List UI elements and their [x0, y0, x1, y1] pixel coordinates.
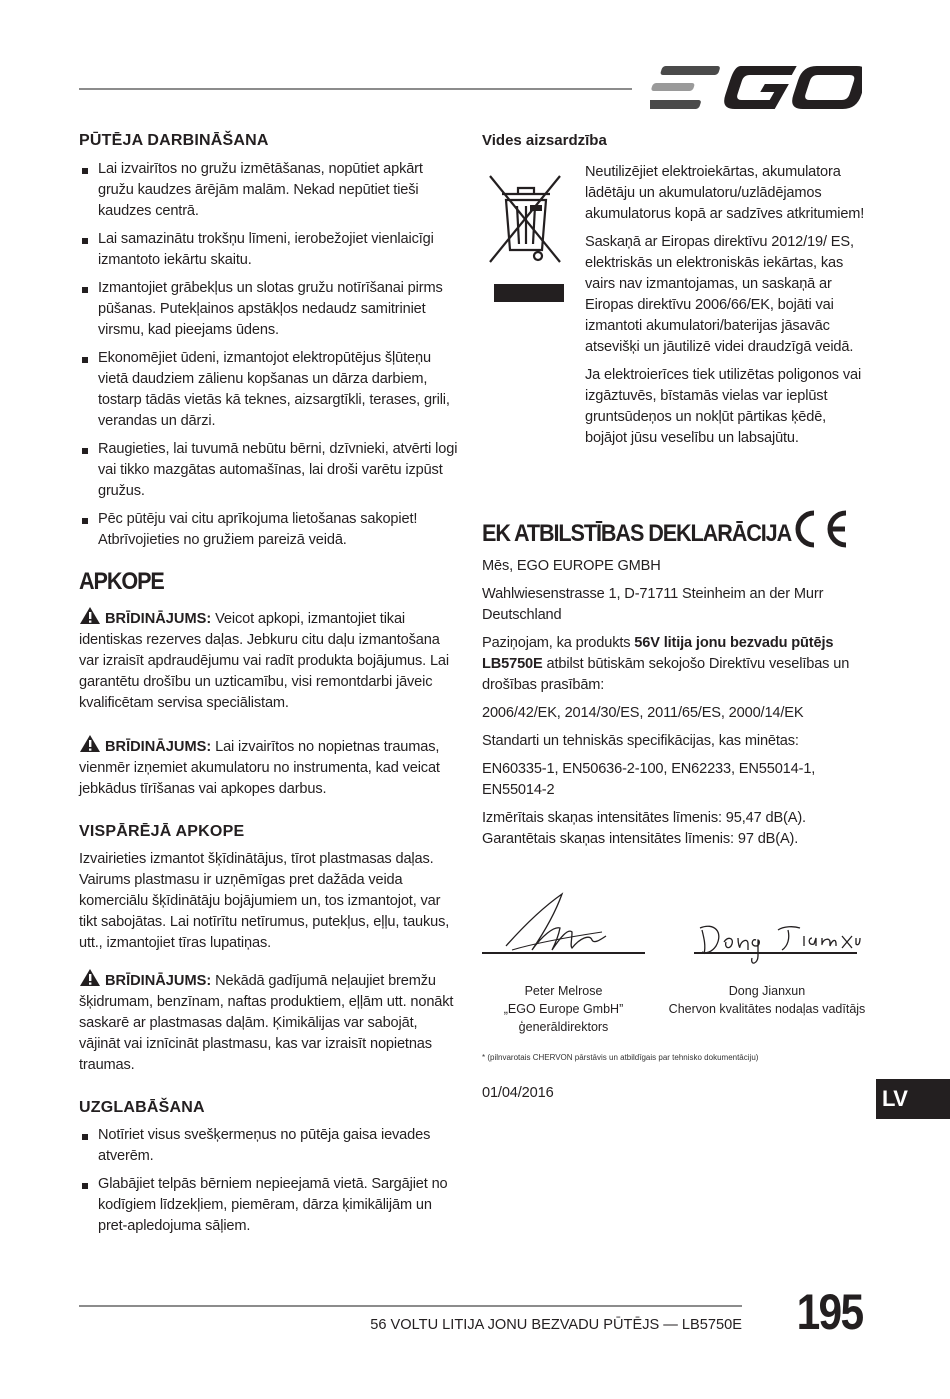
signature-dong-jianxun — [694, 912, 864, 972]
signer1-company: „EGO Europe GmbH” — [503, 1002, 624, 1016]
page-number: 195 — [796, 1284, 862, 1340]
warning-triangle-icon — [79, 968, 101, 987]
bullet-square-icon — [82, 1183, 88, 1189]
declaration-block — [482, 520, 862, 850]
list-item: Izmantojiet grābekļus un slotas gružu notīrīšanai pirms pūšanas. Putekļainos apstākļos nedaudz samitriniet virsmu, kad pieejams ūdens. — [79, 278, 461, 341]
right-column — [482, 132, 866, 1132]
list-item: Lai samazinātu trokšņu līmeni, ierobežojiet vienlaicīgi izmantoto iekārtu skaitu. — [79, 229, 461, 271]
bullet-square-icon — [82, 168, 88, 174]
standards-intro: Standarti un tehniskās specifikācijas, kas minētas: — [482, 733, 799, 749]
directives-list: 2006/42/EK, 2014/30/ES, 2011/65/ES, 2000/14/EK — [482, 705, 804, 721]
environment-paragraph: Saskaņā ar Eiropas direktīvu 2012/19/ ES, elektriskās un elektroniskās iekārtas, kas vairs nav izmantojamas, un saskaņā ar Eiropas direktīvu 2006/66/EK, bojāti vai izmantoti akumulatori/baterijas jāsavāc atsevišķi un jāutilizē videi draudzīgā veidā. — [585, 234, 854, 355]
list-item: Lai izvairītos no gružu izmētāšanas, nopūtiet apkārt gružu kaudzes ārējām malām. Nekad nepūtiet tieši kaudzes centrā. — [79, 159, 461, 222]
signer2-block — [662, 982, 872, 1018]
declaration-title: EK ATBILSTĪBAS DEKLARĀCIJA — [482, 520, 792, 547]
warning-paragraph-3: BRĪDINĀJUMS: Nekādā gadījumā neļaujiet bremžu šķidrumam, benzīnam, naftas produktiem, eļļām utt. nonākt saskarē ar plastmasas daļām. Ķimikālijas var sabojāt, vājināt vai iznīcināt plastmasu, kas var izraisīt nopietnas traumas. — [79, 968, 461, 1076]
environment-paragraph: Ja elektroierīces tiek utilizētas poligonos vai izgāztuvēs, bīstamās vielas var ieplūst gruntsūdeņos un nokļūt pārtikas ķēdē, bojājot jūsu veselību un labsajūtu. — [585, 367, 862, 446]
standards-list: EN60335-1, EN50636-2-100, EN62233, EN55014-1, EN55014-2 — [482, 761, 816, 798]
declaration-statement: Paziņojam, ka produkts 56V litija jonu bezvadu pūtējs LB5750E atbilst būtiskām sekojošo Direktīvu veselības un drošības prasībām: — [482, 635, 850, 693]
company-address: Wahlwiesenstrasse 1, D-71711 Steinheim an der Murr Deutschland — [482, 586, 824, 623]
operation-bullet-list — [79, 159, 461, 551]
ce-mark-icon — [788, 508, 848, 550]
signer2-role: Chervon kvalitātes nodaļas vadītājs — [668, 1002, 866, 1016]
list-item: Pēc pūtēju vai citu aprīkojuma lietošanas sakopiet! Atbrīvojieties no gružiem pareizā veidā. — [79, 509, 461, 551]
weee-crossed-bin-icon — [488, 172, 564, 308]
measured-sound-level: Izmērītais skaņas intensitātes līmenis: 95,47 dB(A). — [482, 810, 806, 826]
bullet-square-icon — [82, 357, 88, 363]
environment-paragraph: Neutilizējiet elektroiekārtas, akumulatora lādētāju un akumulatoru/uzlādējamos akumulatorus kopā ar sadzīves atkritumiem! — [585, 164, 865, 222]
signer1-name: Peter Melrose — [524, 984, 603, 998]
section-title-operation: PŪTĒJA DARBINĀŠANA — [79, 132, 269, 149]
section-title-storage: UZGLABĀŠANA — [79, 1099, 205, 1116]
company-line: Mēs, EGO EUROPE GMBH — [482, 558, 661, 574]
warning-triangle-icon — [79, 606, 101, 625]
signature-line-1 — [482, 952, 645, 954]
warning-paragraph-2: BRĪDINĀJUMS: Lai izvairītos no nopietnas traumas, vienmēr izņemiet akumulatoru no instrumenta, kad veicat jebkādus tīrīšanas vai apkopes darbus. — [79, 734, 461, 800]
footer-rule — [79, 1305, 742, 1307]
list-item: Notīriet visus svešķermeņus no pūtēja gaisa ievades atverēm. — [79, 1125, 461, 1167]
bullet-square-icon — [82, 238, 88, 244]
storage-bullet-list — [79, 1125, 461, 1237]
environment-title: Vides aizsardzība — [482, 132, 607, 149]
general-maintenance-text: Izvairieties izmantot šķīdinātājus, tīrot plastmasas daļas. Vairums plastmasu ir uzņēmīgas pret dažāda veida komerciālu šķīdinātāju bojājumiem un, tos izmantojot, var tikt sabojātas. Lai notīrītu netīrumus, putekļus, eļļu, taukus, utt., izmantojiet tīras lupatiņas. — [79, 851, 450, 951]
ego-logo — [650, 62, 862, 114]
bullet-square-icon — [82, 518, 88, 524]
signature-line-2 — [694, 952, 857, 954]
declaration-date: 01/04/2016 — [482, 1085, 554, 1101]
bullet-square-icon — [82, 287, 88, 293]
list-item: Glabājiet telpās bērniem nepieejamā vietā. Sargājiet no kodīgiem līdzekļiem, piemēram, dārza ķimikālijām un pret-apledojuma sāļiem. — [79, 1174, 461, 1237]
header-rule — [79, 88, 632, 90]
warning-paragraph-1: BRĪDINĀJUMS: Veicot apkopi, izmantojiet tikai identiskas rezerves daļas. Jebkuru citu daļu izmantošana var izraisīt apdraudējumu vai radīt produkta bojājumus. Lai garantētu drošību un uzticamību, visi remontdarbi jāveic kvalificētam servisa speciālistam. — [79, 606, 461, 714]
guaranteed-sound-level: Garantētais skaņas intensitātes līmenis: 97 dB(A). — [482, 831, 799, 847]
warning-triangle-icon — [79, 734, 101, 753]
footnote: * (pilnvarotais CHERVON pārstāvis un atbildīgais par tehnisko dokumentāciju) — [482, 1053, 759, 1062]
left-column — [79, 132, 461, 1244]
section-title-maintenance: APKOPE — [79, 568, 164, 595]
section-title-general-maintenance: VISPĀRĒJĀ APKOPE — [79, 823, 245, 840]
list-item: Ekonomējiet ūdeni, izmantojot elektropūtējus šļūteņu vietā daudziem zālienu kopšanas un dārza darbiem, tostarp tādās vietās kā teknes, aizsargtīkli, terases, grili, verandas un dārzi. — [79, 348, 461, 432]
list-item: Raugieties, lai tuvumā nebūtu bērni, dzīvnieki, atvērti logi vai tikko mazgātas automašīnas, lai droši varētu izpūst gružus. — [79, 439, 461, 502]
signer2-name: Dong Jianxun — [728, 984, 806, 998]
environment-text-block — [585, 162, 867, 456]
language-tab: LV — [876, 1079, 950, 1119]
footer-title: 56 VOLTU LITIJA JONU BEZVADU PŪTĒJS — LB5750E — [370, 1317, 742, 1333]
signer1-block — [482, 982, 645, 1036]
signature-peter-melrose — [502, 888, 632, 958]
bullet-square-icon — [82, 448, 88, 454]
signer1-role: ģenerāldirektors — [518, 1020, 609, 1034]
bullet-square-icon — [82, 1134, 88, 1140]
